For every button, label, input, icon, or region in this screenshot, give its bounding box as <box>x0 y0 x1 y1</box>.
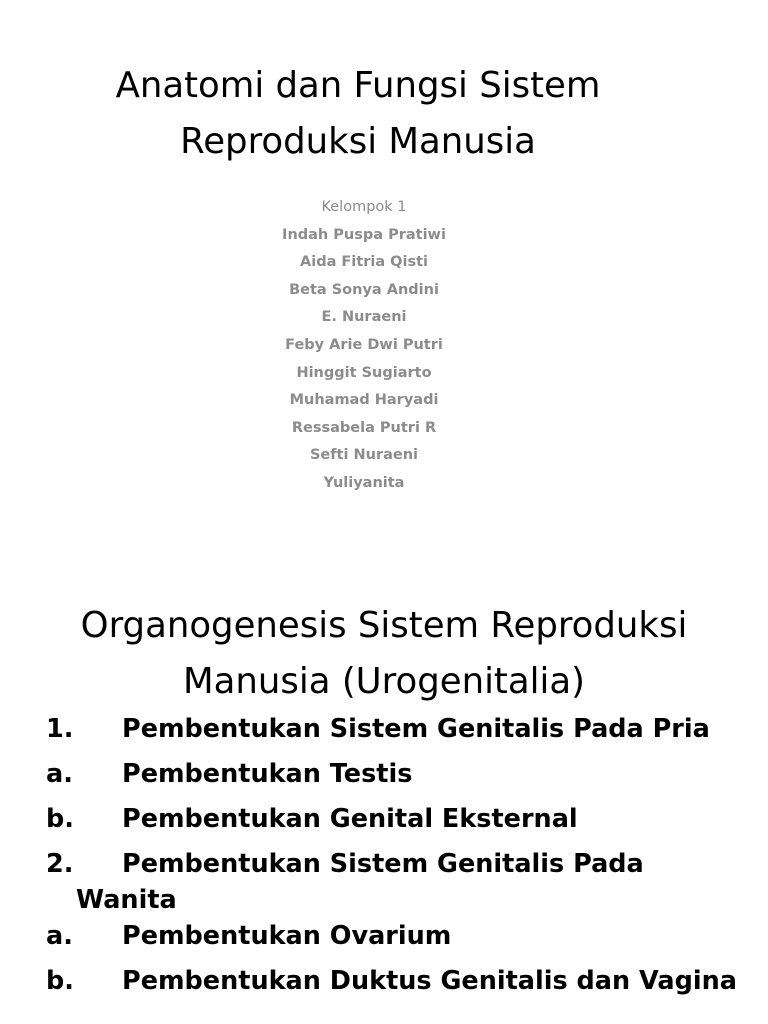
outline-text: Pembentukan Genital Eksternal <box>122 804 578 834</box>
outline-item <box>46 801 758 846</box>
member-name: Hinggit Sugiarto <box>296 364 432 381</box>
outline-marker: b. <box>46 966 74 996</box>
title-line-1: Anatomi dan Fungsi Sistem <box>115 65 601 106</box>
outline-text: Pembentukan Sistem Genitalis Pada Pria <box>122 714 710 744</box>
outline-item <box>46 846 758 918</box>
member-name: Ressabela Putri R <box>291 419 437 436</box>
member-name: Yuliyanita <box>323 474 405 491</box>
outline-list <box>46 711 758 1008</box>
member-name: Aida Fitria Qisti <box>300 254 428 271</box>
outline-text: Pembentukan Ovarium <box>122 921 452 951</box>
outline-marker: a. <box>46 759 73 789</box>
outline-item <box>46 963 758 1008</box>
group-label: Kelompok 1 <box>321 199 407 215</box>
outline-marker: a. <box>46 921 73 951</box>
outline-text: Pembentukan Sistem Genitalis Pada <box>122 849 644 879</box>
outline-marker: 1. <box>46 714 74 744</box>
outline-text: Pembentukan Testis <box>122 759 413 789</box>
outline-marker: b. <box>46 804 74 834</box>
member-name: Beta Sonya Andini <box>289 281 439 298</box>
outline-item <box>46 756 758 801</box>
member-list <box>0 194 728 498</box>
slide-title <box>0 598 768 710</box>
title-line-1: Organogenesis Sistem Reproduksi <box>80 605 688 646</box>
member-name: Muhamad Haryadi <box>289 392 439 409</box>
slide-title <box>0 58 716 170</box>
outline-text-continuation: Wanita <box>76 885 177 915</box>
member-name: Indah Puspa Pratiwi <box>282 226 446 243</box>
outline-item <box>46 711 758 756</box>
outline-item <box>46 918 758 963</box>
member-name: E. Nuraeni <box>321 309 407 326</box>
member-name: Feby Arie Dwi Putri <box>285 336 443 353</box>
outline-text: Pembentukan Duktus Genitalis dan Vagina <box>122 966 737 996</box>
outline-slide <box>0 560 768 1024</box>
member-name: Sefti Nuraeni <box>309 447 419 464</box>
title-line-2: Reproduksi Manusia <box>180 121 536 162</box>
outline-marker: 2. <box>46 849 74 879</box>
title-line-2: Manusia (Urogenitalia) <box>183 661 585 702</box>
